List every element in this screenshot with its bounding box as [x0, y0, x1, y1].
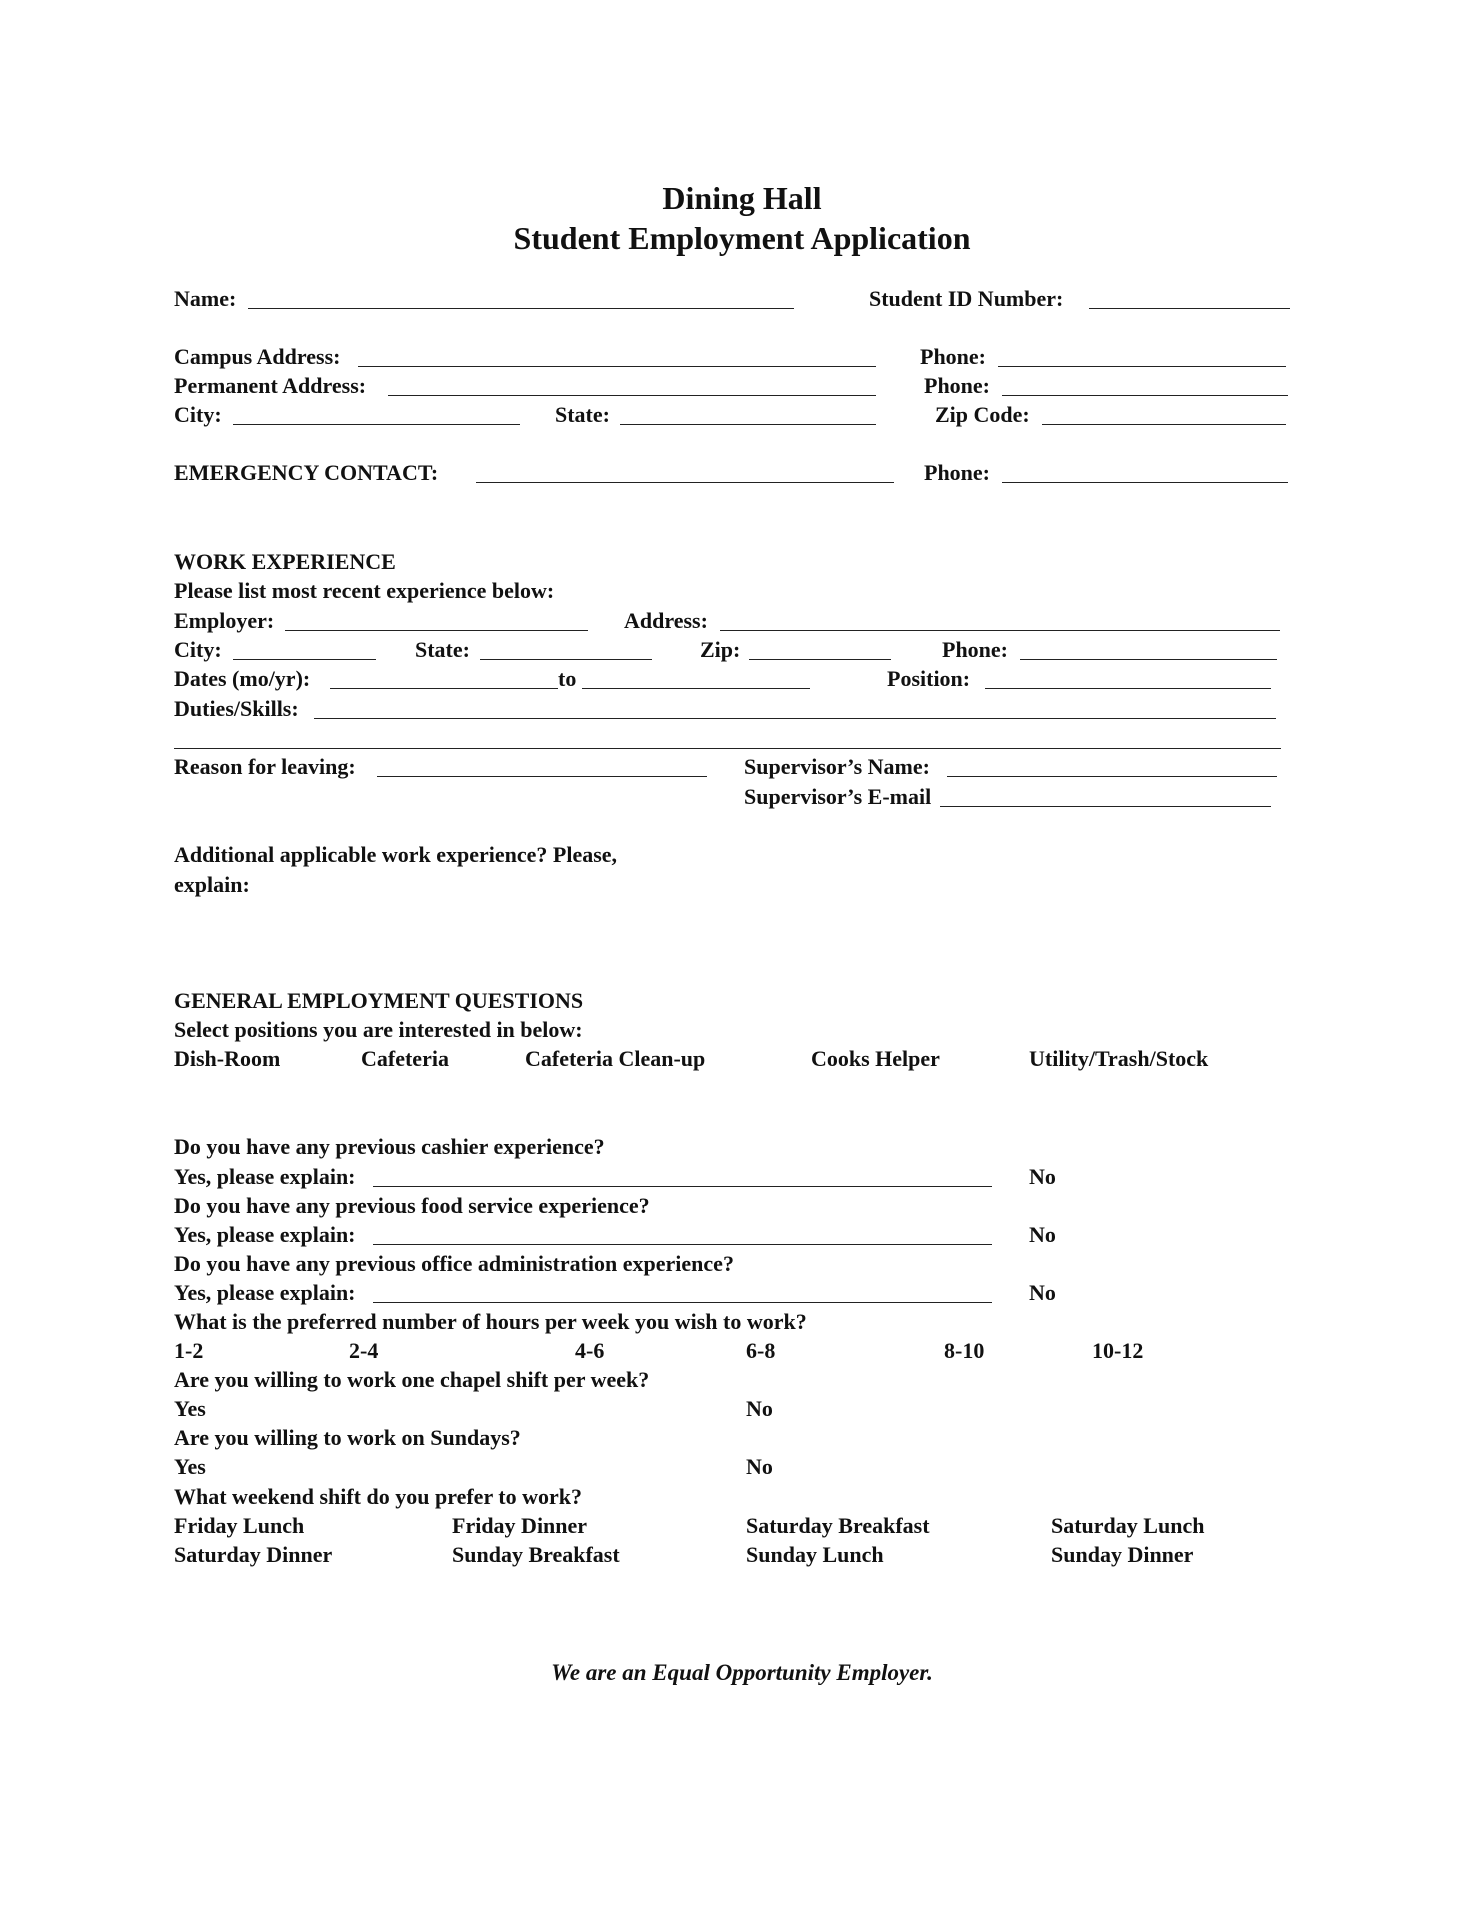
hours-option[interactable]: 4-6: [575, 1338, 605, 1363]
position-label: Position:: [887, 666, 971, 691]
shift-option[interactable]: Saturday Lunch: [1051, 1513, 1205, 1538]
name-label: Name:: [174, 286, 237, 311]
dates-to-field[interactable]: [582, 688, 810, 689]
office-yes-label[interactable]: Yes, please explain:: [174, 1280, 356, 1305]
duties-field[interactable]: [314, 718, 1276, 719]
work-city-label: City:: [174, 637, 222, 662]
work-state-field[interactable]: [480, 659, 652, 660]
page-title: Dining Hall: [662, 180, 822, 216]
student-id-field[interactable]: [1089, 308, 1290, 309]
cashier-no-option[interactable]: No: [1029, 1164, 1056, 1189]
work-phone-label: Phone:: [942, 637, 1008, 662]
name-field[interactable]: [248, 308, 794, 309]
shift-option[interactable]: Sunday Lunch: [746, 1542, 884, 1567]
permanent-address-field[interactable]: [388, 395, 876, 396]
position-option[interactable]: Dish-Room: [174, 1046, 281, 1071]
food-service-no-option[interactable]: No: [1029, 1222, 1056, 1247]
duties-label: Duties/Skills:: [174, 696, 299, 721]
work-experience-heading: WORK EXPERIENCE: [174, 549, 396, 574]
sundays-yes-option[interactable]: Yes: [174, 1454, 206, 1479]
employer-address-field[interactable]: [720, 630, 1280, 631]
campus-phone-label: Phone:: [920, 344, 986, 369]
page-subtitle: Student Employment Application: [513, 220, 971, 256]
reason-leaving-label: Reason for leaving:: [174, 754, 356, 779]
zip-code-field[interactable]: [1042, 424, 1286, 425]
work-phone-field[interactable]: [1020, 659, 1277, 660]
shift-option[interactable]: Saturday Breakfast: [746, 1513, 930, 1538]
position-field[interactable]: [985, 688, 1271, 689]
office-question: Do you have any previous office administration experience?: [174, 1251, 734, 1276]
position-option[interactable]: Cafeteria Clean-up: [525, 1046, 706, 1071]
hours-question: What is the preferred number of hours per week you wish to work?: [174, 1309, 807, 1334]
supervisor-email-label: Supervisor’s E-mail: [744, 784, 932, 809]
office-explain-field[interactable]: [373, 1302, 992, 1303]
campus-phone-field[interactable]: [998, 366, 1286, 367]
city-label: City:: [174, 402, 222, 427]
employer-field[interactable]: [285, 630, 588, 631]
supervisor-email-field[interactable]: [940, 806, 1271, 807]
equal-opportunity-statement: We are an Equal Opportunity Employer.: [551, 1660, 933, 1685]
weekend-question: What weekend shift do you prefer to work?: [174, 1484, 583, 1509]
dates-from-field[interactable]: [330, 688, 558, 689]
dates-to-label: to: [558, 666, 577, 691]
chapel-yes-option[interactable]: Yes: [174, 1396, 206, 1421]
additional-experience-label: Additional applicable work experience? Please,: [174, 842, 618, 867]
permanent-phone-label: Phone:: [924, 373, 990, 398]
hours-option[interactable]: 10-12: [1092, 1338, 1144, 1363]
position-option[interactable]: Cooks Helper: [811, 1046, 940, 1071]
campus-address-field[interactable]: [358, 366, 876, 367]
work-zip-field[interactable]: [749, 659, 891, 660]
duties-field-line2[interactable]: [174, 748, 1281, 749]
food-service-yes-label[interactable]: Yes, please explain:: [174, 1222, 356, 1247]
emergency-phone-field[interactable]: [1002, 482, 1288, 483]
supervisor-name-label: Supervisor’s Name:: [744, 754, 930, 779]
hours-option[interactable]: 6-8: [746, 1338, 776, 1363]
hours-option[interactable]: 1-2: [174, 1338, 204, 1363]
shift-option[interactable]: Saturday Dinner: [174, 1542, 333, 1567]
general-questions-heading: GENERAL EMPLOYMENT QUESTIONS: [174, 988, 584, 1013]
zip-code-label: Zip Code:: [935, 402, 1030, 427]
supervisor-name-field[interactable]: [947, 776, 1277, 777]
cashier-question: Do you have any previous cashier experience?: [174, 1134, 605, 1159]
cashier-yes-label[interactable]: Yes, please explain:: [174, 1164, 356, 1189]
shift-option[interactable]: Sunday Breakfast: [452, 1542, 620, 1567]
state-label: State:: [555, 402, 610, 427]
work-state-label: State:: [415, 637, 470, 662]
sundays-no-option[interactable]: No: [746, 1454, 773, 1479]
shift-option[interactable]: Sunday Dinner: [1051, 1542, 1194, 1567]
shift-option[interactable]: Friday Lunch: [174, 1513, 305, 1538]
additional-experience-label-line2: explain:: [174, 872, 250, 897]
chapel-question: Are you willing to work one chapel shift per week?: [174, 1367, 650, 1392]
reason-leaving-field[interactable]: [377, 776, 707, 777]
state-field[interactable]: [620, 424, 876, 425]
food-service-explain-field[interactable]: [373, 1244, 992, 1245]
city-field[interactable]: [233, 424, 520, 425]
sundays-question: Are you willing to work on Sundays?: [174, 1425, 521, 1450]
student-id-label: Student ID Number:: [869, 286, 1064, 311]
work-zip-label: Zip:: [700, 637, 741, 662]
cashier-explain-field[interactable]: [373, 1186, 992, 1187]
dates-label: Dates (mo/yr):: [174, 666, 311, 691]
position-option[interactable]: Utility/Trash/Stock: [1029, 1046, 1209, 1071]
positions-prompt: Select positions you are interested in below:: [174, 1017, 583, 1042]
work-city-field[interactable]: [233, 659, 376, 660]
position-option[interactable]: Cafeteria: [361, 1046, 449, 1071]
food-service-question: Do you have any previous food service experience?: [174, 1193, 650, 1218]
shift-option[interactable]: Friday Dinner: [452, 1513, 588, 1538]
emergency-contact-label: EMERGENCY CONTACT:: [174, 460, 439, 485]
permanent-phone-field[interactable]: [1002, 395, 1288, 396]
work-instruction: Please list most recent experience below:: [174, 578, 555, 603]
employer-address-label: Address:: [624, 608, 708, 633]
hours-option[interactable]: 2-4: [349, 1338, 379, 1363]
office-no-option[interactable]: No: [1029, 1280, 1056, 1305]
hours-option[interactable]: 8-10: [944, 1338, 985, 1363]
campus-address-label: Campus Address:: [174, 344, 341, 369]
emergency-phone-label: Phone:: [924, 460, 990, 485]
emergency-contact-field[interactable]: [476, 482, 894, 483]
permanent-address-label: Permanent Address:: [174, 373, 367, 398]
chapel-no-option[interactable]: No: [746, 1396, 773, 1421]
employer-label: Employer:: [174, 608, 275, 633]
